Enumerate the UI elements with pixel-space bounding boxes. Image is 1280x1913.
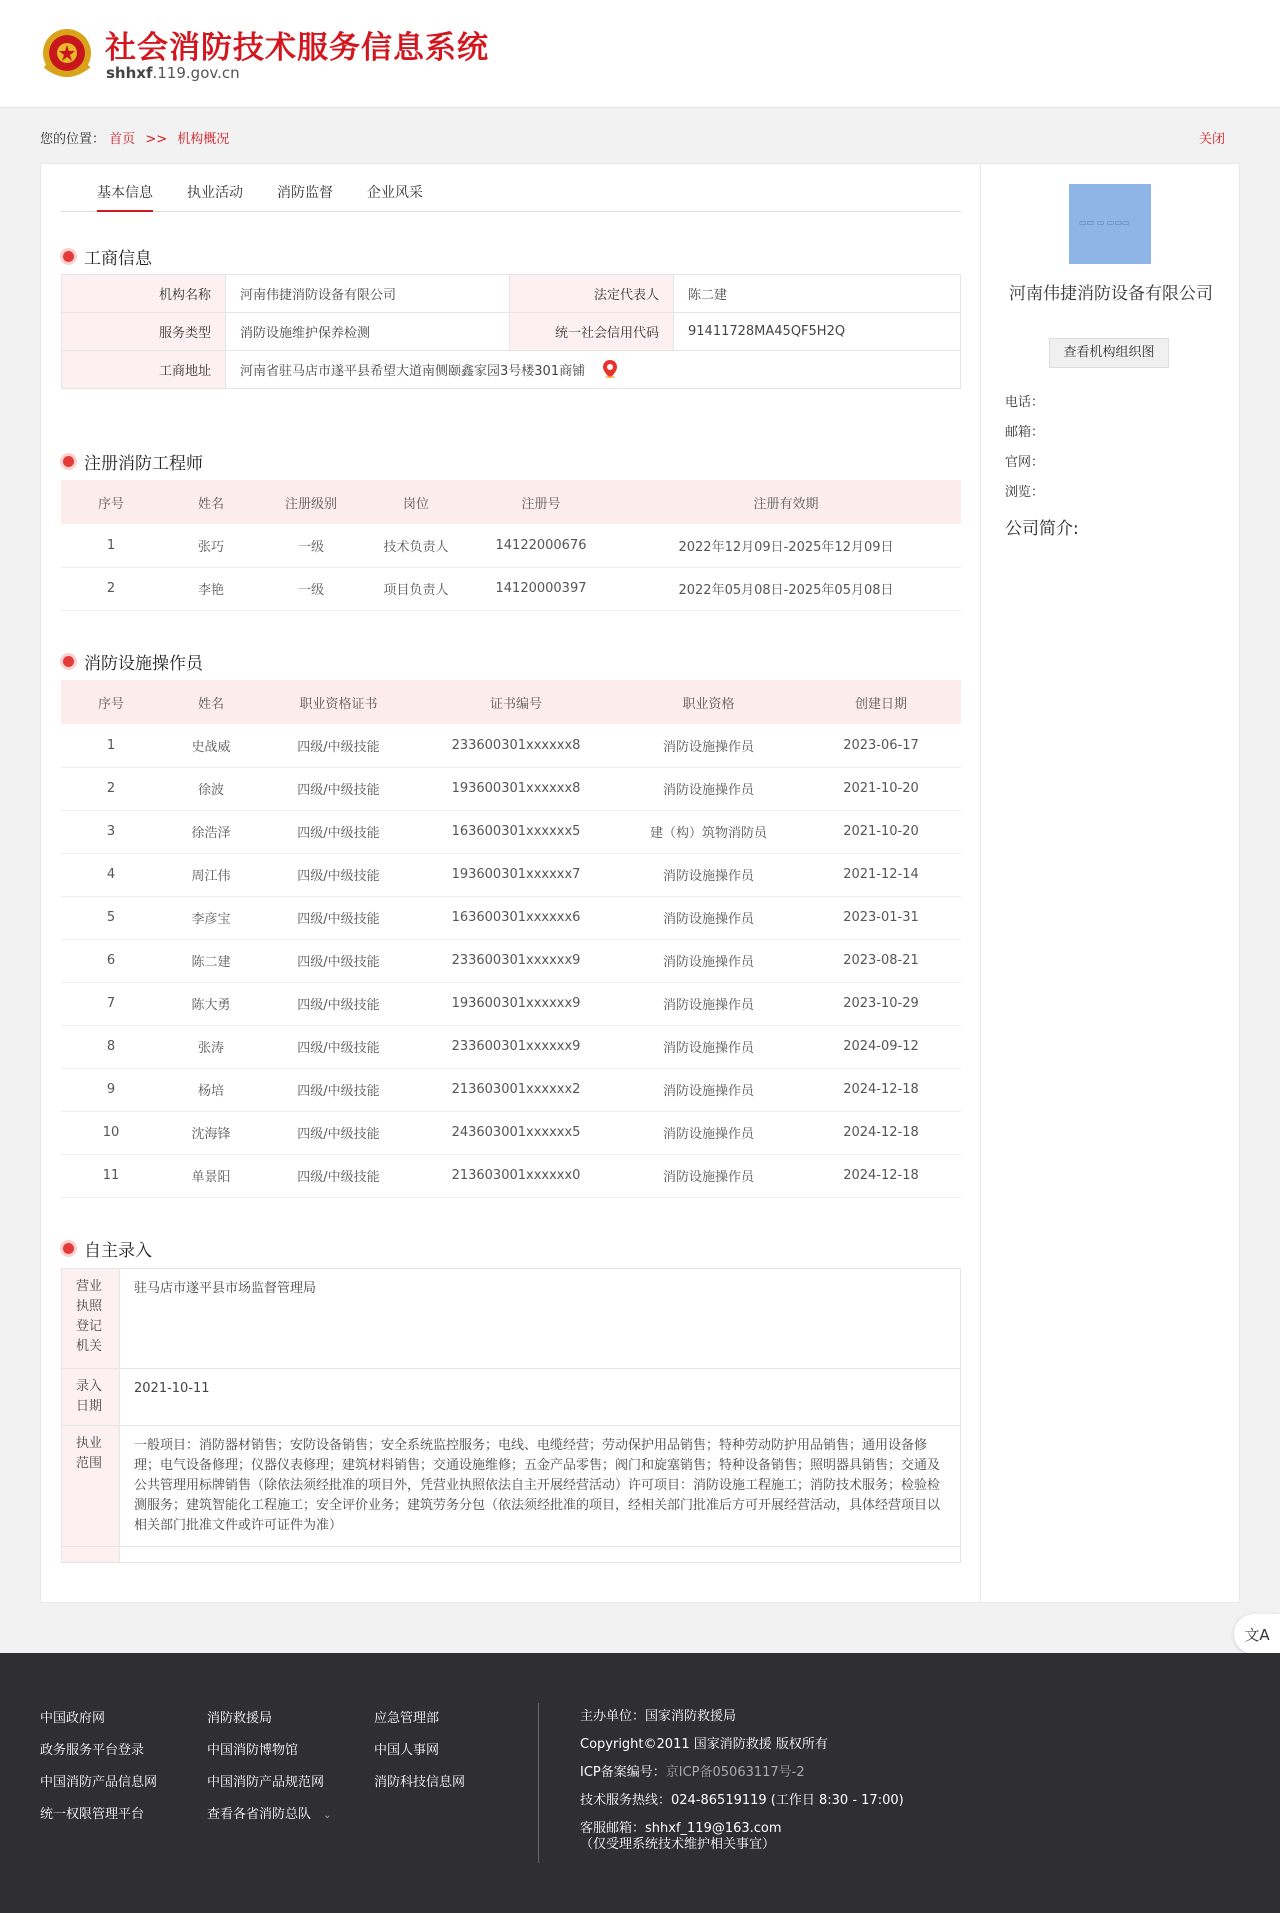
cell: 徐浩泽 bbox=[161, 810, 261, 853]
cell: 11 bbox=[61, 1154, 161, 1197]
org-name: 河南伟捷消防设备有限公司 bbox=[226, 275, 510, 313]
cell: 张巧 bbox=[161, 524, 261, 567]
cell: 5 bbox=[61, 896, 161, 939]
content-column bbox=[41, 164, 981, 1602]
bullet-icon bbox=[63, 456, 74, 467]
label-entry-date: 录入日期 bbox=[62, 1369, 120, 1426]
cell: 四级/中级技能 bbox=[261, 767, 416, 810]
cell: 4 bbox=[61, 853, 161, 896]
cell: 193600301xxxxxx8 bbox=[416, 767, 616, 810]
credit-code: 91411728MA45QF5H2Q bbox=[674, 313, 961, 351]
breadcrumb-label: 您的位置： bbox=[40, 132, 106, 147]
site-header bbox=[0, 0, 1280, 108]
address: 河南省驻马店市遂平县希望大道南侧颐鑫家园3号楼301商铺 bbox=[240, 364, 586, 379]
label-service-type: 服务类型 bbox=[62, 313, 226, 351]
section-business bbox=[63, 244, 152, 269]
image-placeholder-mark: ▭▭ ▭ ▭▭▭ bbox=[1079, 218, 1130, 227]
close-link[interactable]: 关闭 bbox=[1198, 132, 1225, 147]
cell: 消防设施操作员 bbox=[616, 1068, 801, 1111]
cell: 四级/中级技能 bbox=[261, 853, 416, 896]
cell: 陈大勇 bbox=[161, 982, 261, 1025]
table-row bbox=[61, 524, 961, 567]
cell: 2024-12-18 bbox=[801, 1111, 961, 1154]
cell: 2 bbox=[61, 767, 161, 810]
bullet-icon bbox=[63, 251, 74, 262]
cell: 2024-12-18 bbox=[801, 1154, 961, 1197]
section-business-title: 工商信息 bbox=[84, 249, 152, 269]
cell: 213603001xxxxxx0 bbox=[416, 1154, 616, 1197]
email-label: 邮箱： bbox=[1005, 425, 1045, 440]
cell: 沈海锋 bbox=[161, 1111, 261, 1154]
site-title[interactable]: 社会消防技术服务信息系统 bbox=[105, 30, 489, 66]
translate-button[interactable] bbox=[1234, 1614, 1280, 1654]
table-row bbox=[61, 724, 961, 767]
footer-copyright: Copyright©2011 国家消防救援 版权所有 bbox=[580, 1737, 828, 1752]
footer-divider bbox=[538, 1703, 539, 1863]
section-operators bbox=[63, 649, 203, 674]
cell: 技术负责人 bbox=[361, 524, 471, 567]
footer-host: 主办单位：国家消防救援局 bbox=[580, 1709, 737, 1724]
footer-link[interactable]: 中国人事网 bbox=[374, 1743, 440, 1758]
table-row bbox=[61, 567, 961, 610]
table-row bbox=[61, 1111, 961, 1154]
footer-province-dropdown[interactable] bbox=[207, 1803, 332, 1822]
cell: 2023-06-17 bbox=[801, 724, 961, 767]
section-operators-title: 消防设施操作员 bbox=[84, 654, 203, 674]
fire-emblem-icon[interactable] bbox=[40, 26, 94, 80]
cell: 四级/中级技能 bbox=[261, 724, 416, 767]
cell: 消防设施操作员 bbox=[616, 853, 801, 896]
tab-bar bbox=[61, 182, 961, 212]
business-table bbox=[61, 274, 961, 389]
cell: 消防设施操作员 bbox=[616, 767, 801, 810]
footer-icp: ICP备案编号：京ICP备05063117号-2 bbox=[580, 1765, 805, 1780]
bullet-icon bbox=[63, 656, 74, 667]
cell: 6 bbox=[61, 939, 161, 982]
cell: 1 bbox=[61, 524, 161, 567]
cell: 233600301xxxxxx9 bbox=[416, 939, 616, 982]
table-row bbox=[61, 853, 961, 896]
service-type: 消防设施维护保养检测 bbox=[226, 313, 510, 351]
col-header: 注册有效期 bbox=[611, 480, 961, 524]
cell: 243603001xxxxxx5 bbox=[416, 1111, 616, 1154]
cell: 消防设施操作员 bbox=[616, 896, 801, 939]
footer-link[interactable]: 消防救援局 bbox=[207, 1711, 273, 1726]
cell: 四级/中级技能 bbox=[261, 982, 416, 1025]
table-row bbox=[61, 767, 961, 810]
label-registration-authority: 营业执照登记机关 bbox=[62, 1269, 120, 1369]
cell: 2021-12-14 bbox=[801, 853, 961, 896]
cell: 3 bbox=[61, 810, 161, 853]
table-row bbox=[61, 896, 961, 939]
breadcrumb-current[interactable]: 机构概况 bbox=[177, 132, 230, 147]
footer-email: 客服邮箱：shhxf_119@163.com bbox=[580, 1821, 782, 1836]
cell: 杨培 bbox=[161, 1068, 261, 1111]
cell: 233600301xxxxxx8 bbox=[416, 724, 616, 767]
registration-authority: 驻马店市遂平县市场监督管理局 bbox=[120, 1269, 961, 1369]
col-header: 证书编号 bbox=[416, 680, 616, 724]
company-logo-image bbox=[1069, 184, 1151, 264]
col-header: 职业资格证书 bbox=[261, 680, 416, 724]
operators-table bbox=[61, 680, 961, 1198]
col-header: 注册号 bbox=[471, 480, 611, 524]
footer-link[interactable]: 中国政府网 bbox=[40, 1711, 106, 1726]
cell: 消防设施操作员 bbox=[616, 724, 801, 767]
footer-link[interactable]: 政务服务平台登录 bbox=[40, 1743, 145, 1758]
cell: 消防设施操作员 bbox=[616, 1111, 801, 1154]
cell: 一级 bbox=[261, 524, 361, 567]
cell: 四级/中级技能 bbox=[261, 896, 416, 939]
website-label: 官网： bbox=[1005, 455, 1045, 470]
col-header: 岗位 bbox=[361, 480, 471, 524]
section-self-entry-title: 自主录入 bbox=[84, 1241, 152, 1261]
phone-label: 电话： bbox=[1005, 395, 1045, 410]
section-engineers-title: 注册消防工程师 bbox=[84, 454, 203, 474]
col-header: 创建日期 bbox=[801, 680, 961, 724]
cell: 1 bbox=[61, 724, 161, 767]
label-legal-rep: 法定代表人 bbox=[510, 275, 674, 313]
business-scope: 一般项目：消防器材销售；安防设备销售；安全系统监控服务；电线、电缆经营；劳动保护用品销售；特种劳动防护用品销售；通用设备修理；电气设备修理；仪器仪表修理；建筑材料销售；交通设施维修；五金产品零售；阀门和旋塞销售；特种设备销售；照明器具销售；交通及公共管理用标牌销售（除依法须经批准的项目外，凭营业执照依法自主开展经营活动）许可项目：消防设施工程施工；消防技术服务；检验检测服务；建筑智能化工程施工；安全评价业务；建筑劳务分包（依法须经批准的项目，经相关部门批准后方可开展经营活动，具体经营项目以相关部门批准文件或许可证件为准） bbox=[120, 1426, 961, 1547]
cell: 10 bbox=[61, 1111, 161, 1154]
cell: 四级/中级技能 bbox=[261, 810, 416, 853]
chevron-down-icon: ⌄ bbox=[323, 1810, 332, 1821]
company-name: 河南伟捷消防设备有限公司 bbox=[1009, 284, 1213, 304]
table-row bbox=[61, 1025, 961, 1068]
cell: 张涛 bbox=[161, 1025, 261, 1068]
org-chart-button[interactable]: 查看机构组织图 bbox=[1049, 338, 1169, 368]
cell: 四级/中级技能 bbox=[261, 1111, 416, 1154]
cell: 2023-01-31 bbox=[801, 896, 961, 939]
site-domain: shhxf.119.gov.cn bbox=[106, 64, 240, 82]
cell: 2023-10-29 bbox=[801, 982, 961, 1025]
tab-showcase[interactable]: 企业风采 bbox=[367, 185, 423, 201]
cell: 李艳 bbox=[161, 567, 261, 610]
col-header: 姓名 bbox=[161, 680, 261, 724]
section-engineers bbox=[63, 449, 203, 474]
cell: 李彦宝 bbox=[161, 896, 261, 939]
cell: 163600301xxxxxx6 bbox=[416, 896, 616, 939]
breadcrumb-home[interactable]: 首页 bbox=[109, 132, 136, 147]
engineers-table bbox=[61, 480, 961, 611]
label-credit-code: 统一社会信用代码 bbox=[510, 313, 674, 351]
col-header: 序号 bbox=[61, 680, 161, 724]
cell: 14120000397 bbox=[471, 567, 611, 610]
col-header: 序号 bbox=[61, 480, 161, 524]
cell: 2024-12-18 bbox=[801, 1068, 961, 1111]
footer-email-note: （仅受理系统技术维护相关事宜） bbox=[580, 1837, 776, 1852]
sidebar bbox=[981, 164, 1239, 1602]
cell: 陈二建 bbox=[161, 939, 261, 982]
cell: 2023-08-21 bbox=[801, 939, 961, 982]
map-pin-icon[interactable] bbox=[603, 360, 617, 378]
table-row bbox=[61, 1068, 961, 1111]
translate-icon: 文A bbox=[1244, 1625, 1270, 1644]
legal-rep: 陈二建 bbox=[674, 275, 961, 313]
site-footer bbox=[0, 1653, 1280, 1913]
label-business-scope: 执业范围 bbox=[62, 1426, 120, 1547]
cell: 消防设施操作员 bbox=[616, 982, 801, 1025]
table-row bbox=[61, 810, 961, 853]
cell: 8 bbox=[61, 1025, 161, 1068]
footer-link[interactable]: 应急管理部 bbox=[374, 1711, 440, 1726]
bullet-icon bbox=[63, 1243, 74, 1254]
cell: 2021-10-20 bbox=[801, 767, 961, 810]
cell: 233600301xxxxxx9 bbox=[416, 1025, 616, 1068]
cell: 2022年05月08日-2025年05月08日 bbox=[611, 567, 961, 610]
icp-link[interactable]: 京ICP备05063117号-2 bbox=[665, 1765, 805, 1780]
table-row bbox=[61, 982, 961, 1025]
views-label: 浏览： bbox=[1005, 485, 1045, 500]
cell: 史战威 bbox=[161, 724, 261, 767]
cell: 消防设施操作员 bbox=[616, 1154, 801, 1197]
cell: 163600301xxxxxx5 bbox=[416, 810, 616, 853]
cell: 14122000676 bbox=[471, 524, 611, 567]
cell: 周江伟 bbox=[161, 853, 261, 896]
col-header: 职业资格 bbox=[616, 680, 801, 724]
cell: 2021-10-20 bbox=[801, 810, 961, 853]
tab-practice[interactable]: 执业活动 bbox=[187, 185, 243, 201]
breadcrumb bbox=[40, 128, 229, 147]
label-address: 工商地址 bbox=[62, 351, 226, 389]
table-row bbox=[61, 1154, 961, 1197]
footer-info bbox=[580, 1703, 904, 1853]
cell: 建（构）筑物消防员 bbox=[616, 810, 801, 853]
footer-link: 查看各省消防总队 bbox=[207, 1807, 312, 1822]
cell: 徐波 bbox=[161, 767, 261, 810]
empty-cell bbox=[62, 1547, 120, 1563]
cell: 9 bbox=[61, 1068, 161, 1111]
self-entry-table bbox=[61, 1268, 961, 1563]
empty-cell bbox=[120, 1547, 961, 1563]
cell: 一级 bbox=[261, 567, 361, 610]
cell: 7 bbox=[61, 982, 161, 1025]
entry-date: 2021-10-11 bbox=[120, 1369, 961, 1426]
footer-link[interactable]: 中国消防产品信息网 bbox=[40, 1775, 158, 1790]
company-intro-label: 公司简介: bbox=[1005, 519, 1079, 539]
footer-link[interactable]: 消防科技信息网 bbox=[374, 1775, 466, 1790]
cell: 193600301xxxxxx7 bbox=[416, 853, 616, 896]
cell: 213603001xxxxxx2 bbox=[416, 1068, 616, 1111]
cell: 2024-09-12 bbox=[801, 1025, 961, 1068]
footer-link[interactable]: 中国消防产品规范网 bbox=[207, 1775, 325, 1790]
operators-body bbox=[61, 724, 961, 1197]
footer-link[interactable]: 统一权限管理平台 bbox=[40, 1807, 145, 1822]
footer-hotline: 技术服务热线：024-86519119 (工作日 8:30 - 17:00) bbox=[580, 1793, 904, 1808]
col-header: 注册级别 bbox=[261, 480, 361, 524]
footer-link[interactable]: 中国消防博物馆 bbox=[207, 1743, 299, 1758]
cell: 消防设施操作员 bbox=[616, 1025, 801, 1068]
cell: 四级/中级技能 bbox=[261, 1068, 416, 1111]
section-self-entry bbox=[63, 1236, 152, 1261]
cell: 四级/中级技能 bbox=[261, 939, 416, 982]
cell: 单景阳 bbox=[161, 1154, 261, 1197]
cell: 四级/中级技能 bbox=[261, 1154, 416, 1197]
cell: 四级/中级技能 bbox=[261, 1025, 416, 1068]
col-header: 姓名 bbox=[161, 480, 261, 524]
tab-supervision[interactable]: 消防监督 bbox=[277, 185, 333, 201]
table-row bbox=[61, 939, 961, 982]
breadcrumb-separator: >> bbox=[145, 132, 168, 147]
cell: 消防设施操作员 bbox=[616, 939, 801, 982]
cell: 2 bbox=[61, 567, 161, 610]
label-org-name: 机构名称 bbox=[62, 275, 226, 313]
cell: 193600301xxxxxx9 bbox=[416, 982, 616, 1025]
cell: 项目负责人 bbox=[361, 567, 471, 610]
address-cell bbox=[226, 351, 961, 389]
tab-basic-info[interactable]: 基本信息 bbox=[97, 182, 153, 212]
cell: 2022年12月09日-2025年12月09日 bbox=[611, 524, 961, 567]
main-panel bbox=[40, 163, 1240, 1603]
